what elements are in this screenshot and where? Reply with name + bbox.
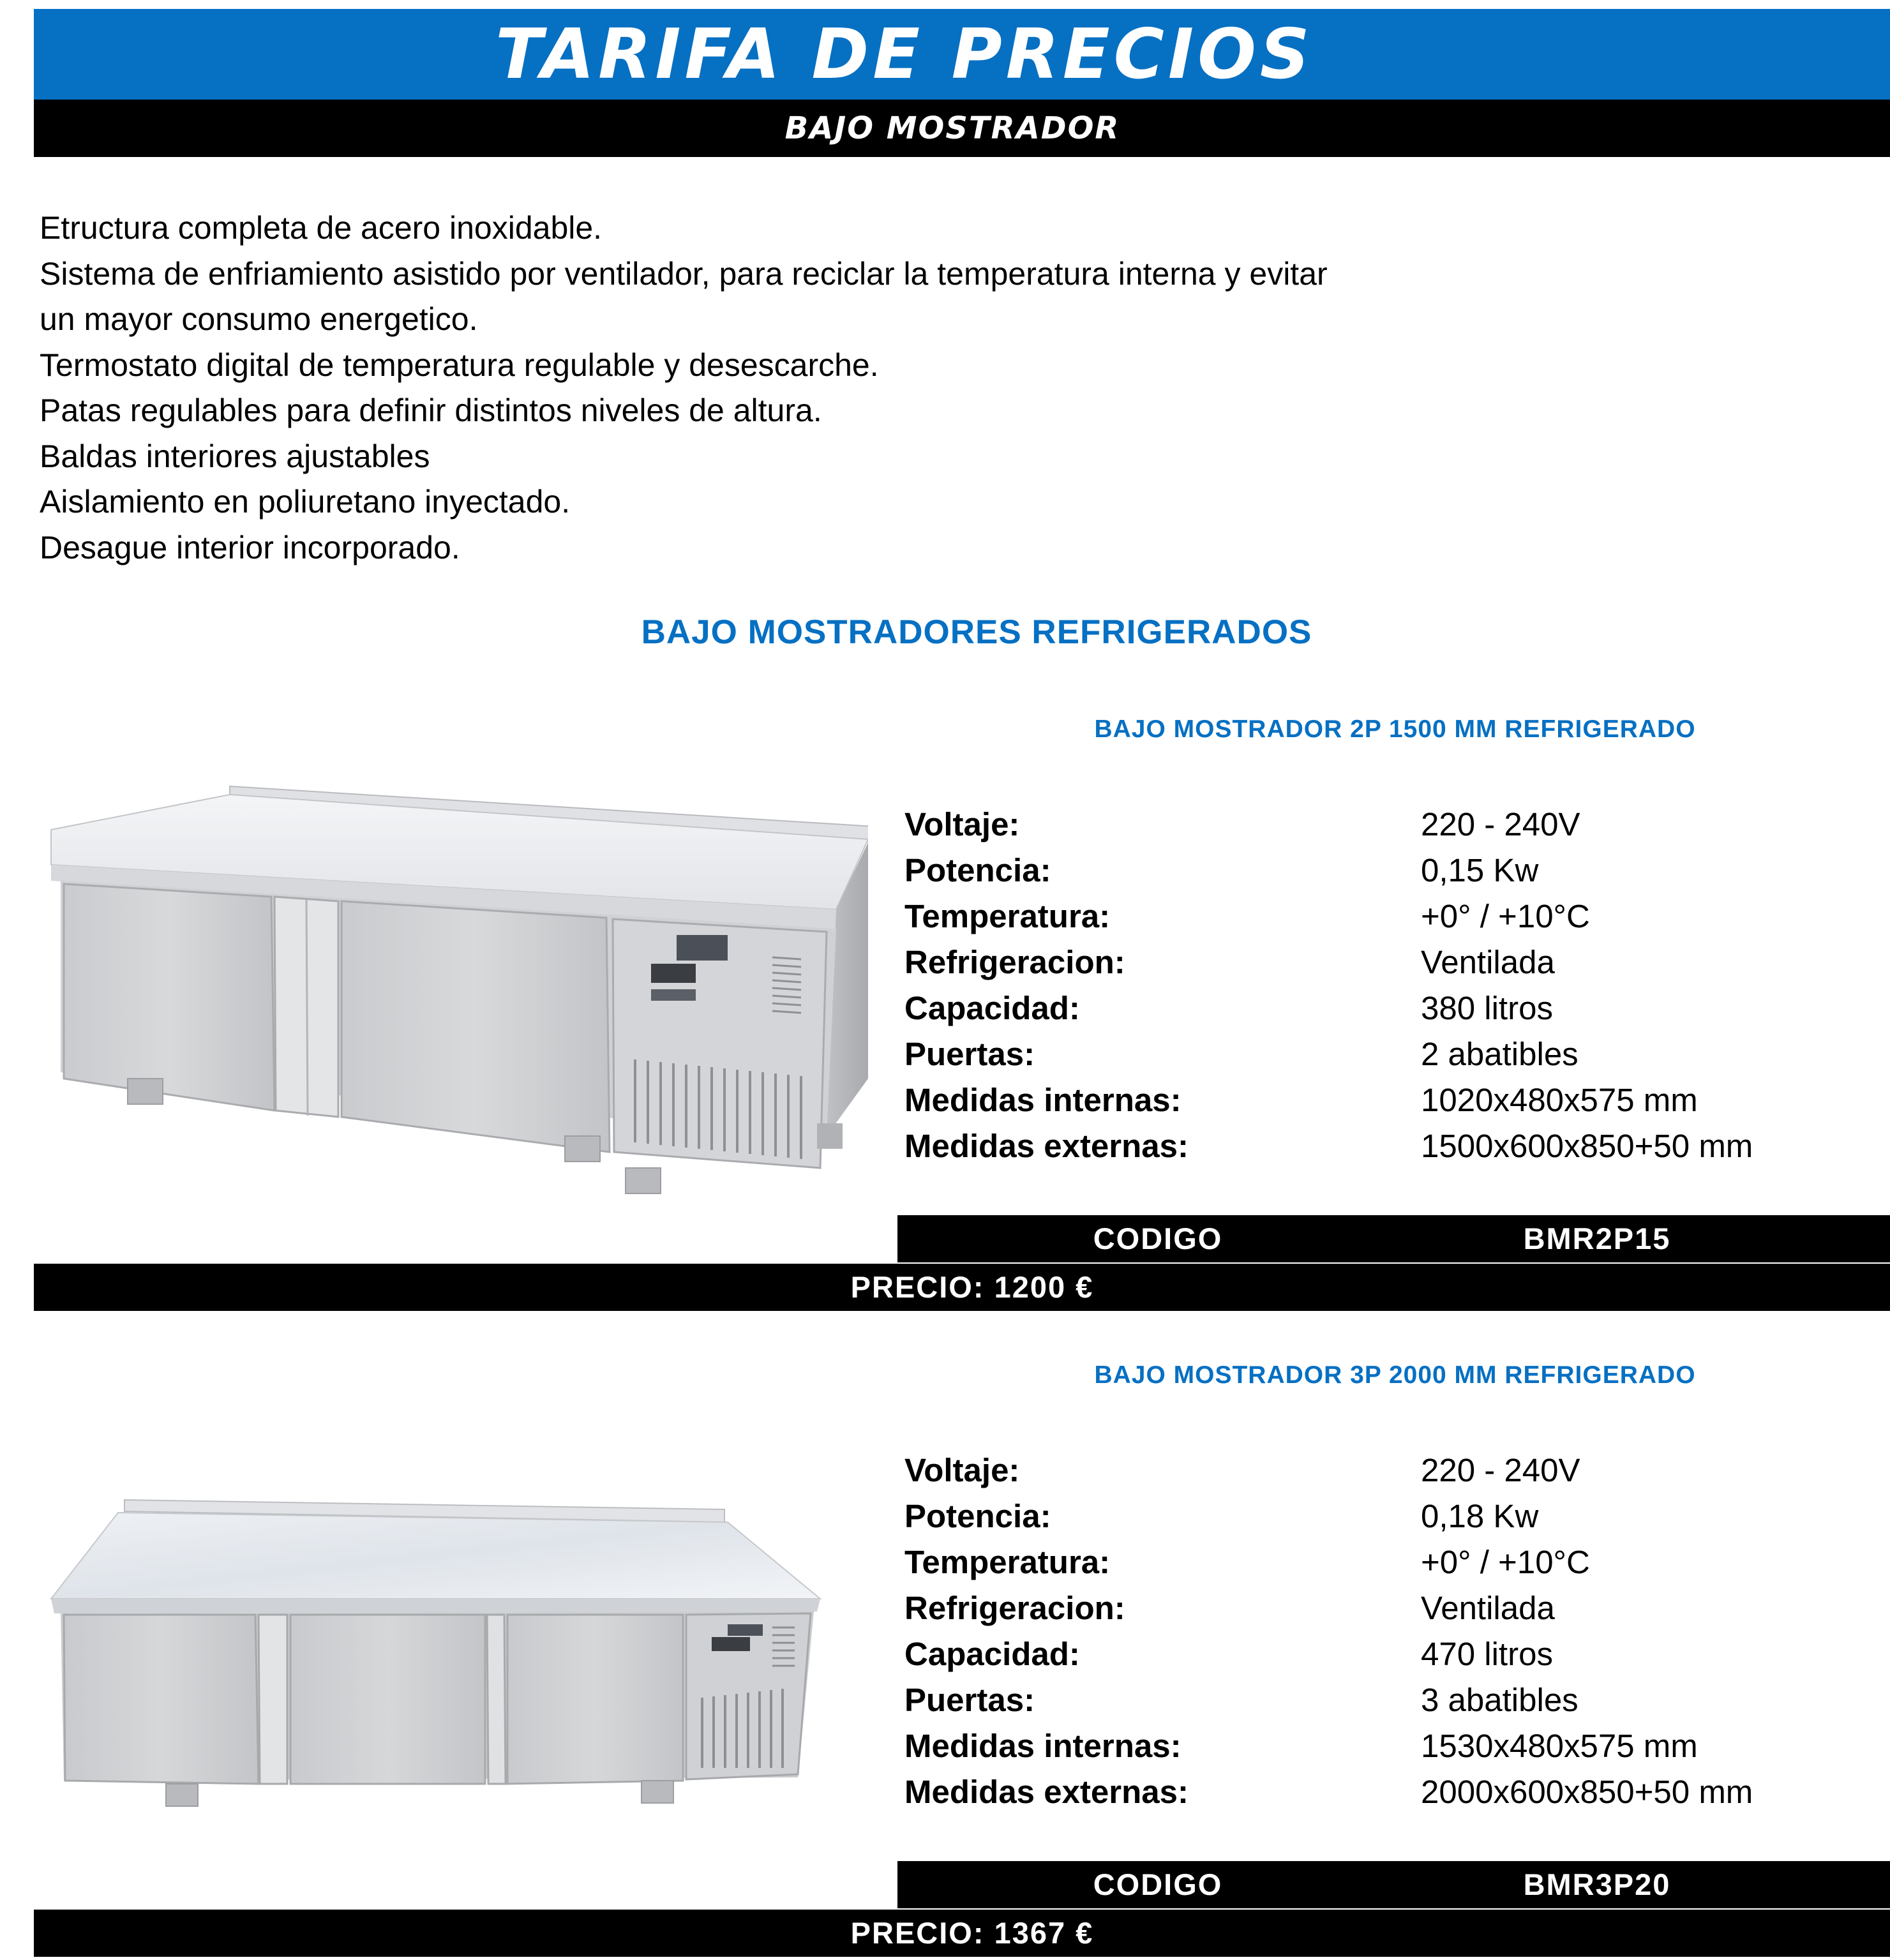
product-code: BMR2P15 <box>1523 1222 1671 1255</box>
price-bar <box>34 1264 1890 1311</box>
product-photo-2p <box>45 779 868 1206</box>
spec-value: 2 abatibles <box>1421 1036 1579 1072</box>
spec-label: Capacidad: <box>904 990 1080 1026</box>
code-bar <box>897 1861 1890 1908</box>
spec-label: Voltaje: <box>904 1452 1020 1488</box>
spec-label: Puertas: <box>904 1036 1035 1072</box>
feature-line: Aislamiento en poliuretano inyectado. <box>40 484 571 520</box>
feature-list <box>40 206 1699 571</box>
feature-line: Baldas interiores ajustables <box>40 438 430 474</box>
feature-line: Termostato digital de temperatura regulable y desescarche. <box>40 347 879 383</box>
feature-line: un mayor consumo energetico. <box>40 301 478 337</box>
code-label: CODIGO <box>1093 1222 1223 1255</box>
product-price: PRECIO: 1367 € <box>850 1916 1094 1950</box>
section-heading: BAJO MOSTRADORES REFRIGERADOS <box>641 613 1312 651</box>
product-photo-3p <box>45 1493 830 1813</box>
spec-label: Medidas externas: <box>904 1128 1189 1164</box>
subtitle-bar <box>34 100 1890 157</box>
feature-line: Desague interior incorporado. <box>40 529 460 565</box>
spec-value: Ventilada <box>1421 944 1555 980</box>
spec-value: 470 litros <box>1421 1636 1553 1672</box>
spec-value: 2000x600x850+50 mm <box>1421 1774 1753 1810</box>
feature-line: Patas regulables para definir distintos niveles de altura. <box>40 393 822 428</box>
code-bar <box>897 1215 1890 1262</box>
code-label: CODIGO <box>1093 1867 1223 1901</box>
spec-value: 220 - 240V <box>1421 806 1580 842</box>
spec-label: Medidas internas: <box>904 1728 1181 1764</box>
page-title: TARIFA DE PRECIOS <box>495 14 1314 94</box>
product-title: BAJO MOSTRADOR 2P 1500 MM REFRIGERADO <box>1094 715 1696 743</box>
spec-value: 3 abatibles <box>1421 1682 1579 1718</box>
spec-value: +0° / +10°C <box>1421 1544 1590 1580</box>
spec-value: 1020x480x575 mm <box>1421 1082 1698 1118</box>
spec-label: Puertas: <box>904 1682 1035 1718</box>
product-code: BMR3P20 <box>1523 1867 1671 1901</box>
page-subtitle: BAJO MOSTRADOR <box>784 110 1120 146</box>
spec-value: 1530x480x575 mm <box>1421 1728 1698 1764</box>
spec-value: +0° / +10°C <box>1421 898 1590 934</box>
spec-label: Capacidad: <box>904 1636 1080 1672</box>
spec-value: 0,18 Kw <box>1421 1498 1539 1534</box>
spec-value: 1500x600x850+50 mm <box>1421 1128 1753 1164</box>
spec-label: Temperatura: <box>904 1544 1111 1580</box>
spec-label: Voltaje: <box>904 806 1020 842</box>
product-price: PRECIO: 1200 € <box>850 1270 1094 1304</box>
spec-value: 0,15 Kw <box>1421 852 1539 888</box>
spec-label: Refrigeracion: <box>904 1590 1125 1626</box>
title-bar <box>34 9 1890 100</box>
spec-label: Medidas internas: <box>904 1082 1181 1118</box>
price-bar <box>34 1910 1890 1957</box>
spec-value: Ventilada <box>1421 1590 1555 1626</box>
spec-value: 380 litros <box>1421 990 1553 1026</box>
spec-label: Refrigeracion: <box>904 944 1125 980</box>
spec-label: Potencia: <box>904 852 1051 888</box>
spec-value: 220 - 240V <box>1421 1452 1580 1488</box>
feature-line: Sistema de enfriamiento asistido por ventilador, para reciclar la temperatura interna y evitar <box>40 255 1328 292</box>
feature-line: Etructura completa de acero inoxidable. <box>40 210 603 246</box>
spec-label: Medidas externas: <box>904 1774 1189 1810</box>
spec-label: Temperatura: <box>904 898 1111 934</box>
spec-label: Potencia: <box>904 1498 1051 1534</box>
product-title: BAJO MOSTRADOR 3P 2000 MM REFRIGERADO <box>1094 1361 1696 1389</box>
